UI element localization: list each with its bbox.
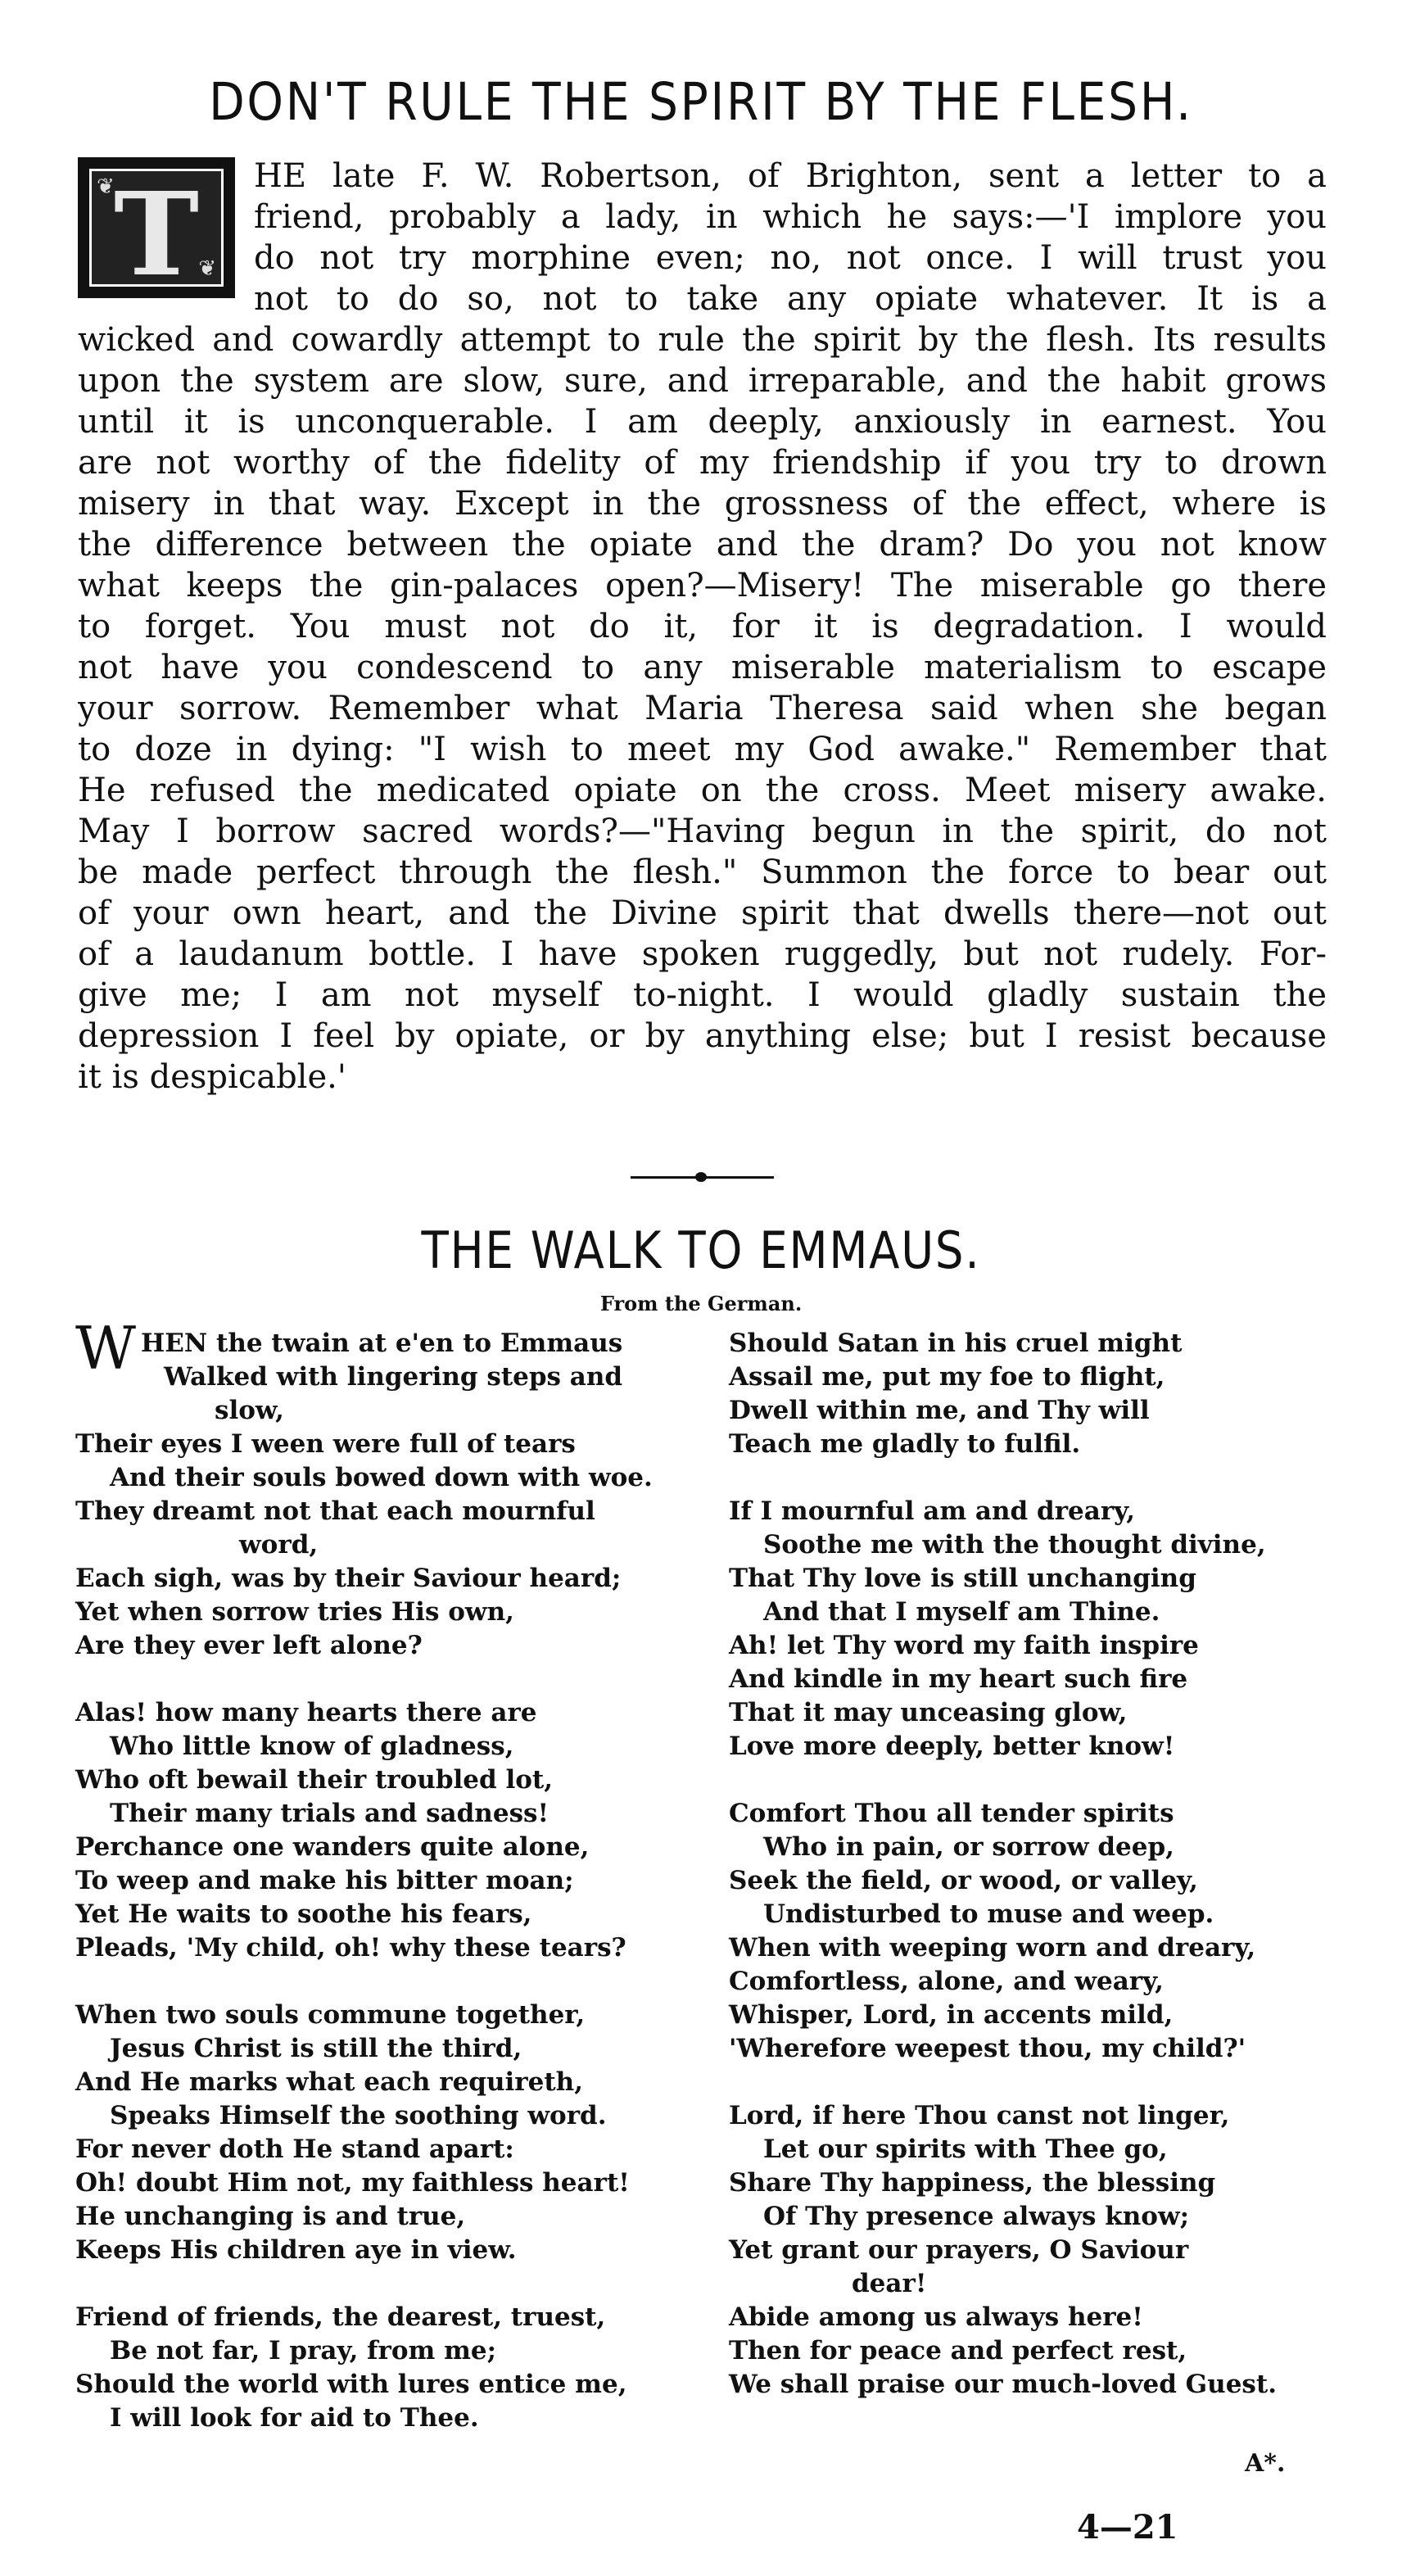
stanza: [75, 2301, 714, 2435]
stanza: [729, 1797, 1335, 2066]
verse-line: Love more deeply, better know!: [729, 1732, 1175, 1761]
body-line: give me; I am not myself to-night. I would gladly sustain the: [78, 976, 1327, 1014]
dropcap-letter: T: [113, 168, 200, 302]
verse-line: Speaks Himself the soothing word.: [110, 2101, 607, 2130]
verse-line: Their eyes I ween were full of tears: [75, 1429, 576, 1459]
poem-column-right: [729, 1327, 1335, 2435]
body-line: misery in that way. Except in the grossness of the effect, where is: [78, 485, 1327, 523]
verse-line: Lord, if here Thou canst not linger,: [729, 2101, 1230, 2130]
divider-ornament-icon: [695, 1172, 707, 1182]
page-number: 4—21: [1077, 2508, 1178, 2547]
verse-line: Yet when sorrow tries His own,: [75, 1597, 514, 1627]
verse-line: For never doth He stand apart:: [75, 2135, 514, 2164]
stanza: [75, 1314, 714, 1663]
verse-line: When with weeping worn and dreary,: [729, 1933, 1256, 1963]
verse-line: Then for peace and perfect rest,: [729, 2336, 1187, 2365]
verse-line: Who oft bewail their troubled lot,: [75, 1765, 554, 1795]
verse-text: HEN the twain at e'en to Emmaus: [141, 1329, 623, 1358]
verse-line: We shall praise our much-loved Guest.: [729, 2370, 1277, 2399]
verse-line: Pleads, 'My child, oh! why these tears?: [75, 1933, 626, 1963]
verse-line: Alas! how many hearts there are: [75, 1698, 537, 1727]
body-line: it is despicable.': [78, 1058, 346, 1096]
verse-line: Should Satan in his cruel might: [729, 1329, 1183, 1358]
verse-line: slow,: [215, 1396, 284, 1425]
poem-column-left: [75, 1314, 714, 2469]
article-title: DON'T RULE THE SPIRIT BY THE FLESH.: [209, 72, 1193, 132]
verse-line: Who little know of gladness,: [110, 1732, 514, 1761]
verse-line: Each sigh, was by their Saviour heard;: [75, 1564, 622, 1593]
body-line: your sorrow. Remember what Maria Theresa said when she began: [78, 690, 1327, 727]
verse-line: And that I myself am Thine.: [763, 1597, 1160, 1627]
stanza: [729, 2099, 1335, 2402]
stanza: [729, 1495, 1335, 1763]
flourish-icon: ❦: [97, 174, 115, 199]
flourish-icon: ❦: [198, 256, 216, 281]
verse-line: Yet grant our prayers, O Saviour: [729, 2235, 1189, 2265]
verse-line: Ah! let Thy word my faith inspire: [729, 1631, 1199, 1660]
verse-line: When two souls commune together,: [75, 2000, 586, 2030]
body-line: do not try morphine even; no, not once. I will trust you: [254, 239, 1327, 277]
body-line: of your own heart, and the Divine spirit that dwells there—not out: [78, 894, 1327, 932]
verse-line: Oh! doubt Him not, my faithless heart!: [75, 2168, 630, 2198]
body-line: friend, probably a lady, in which he says:—'I implore you: [254, 198, 1327, 236]
poem-title: THE WALK TO EMMAUS.: [421, 1220, 981, 1280]
stanza: [75, 1999, 714, 2267]
verse-line: And kindle in my heart such fire: [729, 1664, 1188, 1694]
body-line: May I borrow sacred words?—"Having begun in the spirit, do not: [78, 813, 1327, 850]
verse-line: Their many trials and sadness!: [110, 1799, 549, 1828]
verse-line: Friend of friends, the dearest, truest,: [75, 2302, 606, 2332]
section-divider: [631, 1171, 774, 1183]
verse-line: Comfort Thou all tender spirits: [729, 1799, 1174, 1828]
verse-line: That Thy love is still unchanging: [729, 1564, 1196, 1593]
stanza: [729, 1327, 1335, 1461]
article-body: [78, 156, 1327, 1098]
verse-line: Let our spirits with Thee go,: [763, 2135, 1168, 2164]
body-line: not have you condescend to any miserable materialism to escape: [78, 649, 1327, 686]
body-line: not to do so, not to take any opiate whatever. It is a: [254, 280, 1327, 318]
verse-line: Comfortless, alone, and weary,: [729, 1967, 1164, 1996]
verse-line: To weep and make his bitter moan;: [75, 1866, 574, 1895]
verse-line: Soothe me with the thought divine,: [763, 1530, 1266, 1560]
body-line: upon the system are slow, sure, and irreparable, and the habit grows: [78, 362, 1327, 400]
author-signature: A*.: [1245, 2449, 1286, 2478]
verse-line: Dwell within me, and Thy will: [729, 1396, 1150, 1425]
body-line: to forget. You must not do it, for it is degradation. I would: [78, 608, 1327, 645]
body-line: He refused the medicated opiate on the cross. Meet misery awake.: [78, 772, 1327, 809]
verse-line: Who in pain, or sorrow deep,: [763, 1832, 1174, 1862]
body-line: to doze in dying: "I wish to meet my God awake." Remember that: [78, 731, 1327, 768]
verse-line: word,: [239, 1530, 319, 1560]
verse-line: Yet He waits to soothe his fears,: [75, 1899, 532, 1929]
verse-line: Walked with lingering steps and: [164, 1362, 623, 1392]
body-line: HE late F. W. Robertson, of Brighton, sent a letter to a: [254, 157, 1327, 195]
body-line: until it is unconquerable. I am deeply, anxiously in earnest. You: [78, 403, 1327, 441]
verse-line: dear!: [852, 2269, 927, 2298]
poem-subtitle: From the German.: [599, 1292, 803, 1315]
body-line: wicked and cowardly attempt to rule the spirit by the flesh. Its results: [78, 321, 1327, 359]
body-line: be made perfect through the flesh." Summon the force to bear out: [78, 853, 1327, 891]
verse-line: Jesus Christ is still the third,: [110, 2034, 522, 2063]
body-line: of a laudanum bottle. I have spoken ruggedly, but not rudely. For-: [78, 935, 1327, 973]
verse-line: Perchance one wanders quite alone,: [75, 1832, 590, 1862]
verse-line: I will look for aid to Thee.: [110, 2403, 479, 2433]
verse-line: Be not far, I pray, from me;: [110, 2336, 497, 2365]
verse-line: Whisper, Lord, in accents mild,: [729, 2000, 1174, 2030]
verse-line: Seek the field, or wood, or valley,: [729, 1866, 1198, 1895]
verse-line: Share Thy happiness, the blessing: [729, 2168, 1216, 2198]
verse-line: Assail me, put my foe to flight,: [729, 1362, 1165, 1392]
stanza: [75, 1696, 714, 1965]
body-line: depression I feel by opiate, or by anything else; but I resist because: [78, 1017, 1327, 1055]
verse-line: Abide among us always here!: [729, 2302, 1143, 2332]
body-line: what keeps the gin-palaces open?—Misery! The miserable go there: [78, 567, 1327, 604]
verse-line: 'Wherefore weepest thou, my child?': [729, 2034, 1246, 2063]
verse-line: If I mournful am and dreary,: [729, 1496, 1136, 1526]
verse-line: And their souls bowed down with woe.: [110, 1463, 653, 1492]
verse-line: Should the world with lures entice me,: [75, 2370, 627, 2399]
verse-line: Keeps His children aye in view.: [75, 2235, 517, 2265]
body-line: the difference between the opiate and the dram? Do you not know: [78, 526, 1327, 564]
body-line: are not worthy of the fidelity of my friendship if you try to drown: [78, 444, 1327, 482]
verse-line: That it may unceasing glow,: [729, 1698, 1128, 1727]
verse-line: Are they ever left alone?: [75, 1631, 423, 1660]
verse-line: He unchanging is and true,: [75, 2202, 466, 2231]
poem-initial: W: [75, 1314, 137, 1383]
verse-line: Undisturbed to muse and weep.: [763, 1899, 1214, 1929]
verse-line: Teach me gladly to fulfil.: [729, 1429, 1081, 1459]
verse-line: And He marks what each requireth,: [75, 2067, 583, 2097]
verse-line: Of Thy presence always know;: [763, 2202, 1190, 2231]
verse-line: They dreamt not that each mournful: [75, 1496, 595, 1526]
